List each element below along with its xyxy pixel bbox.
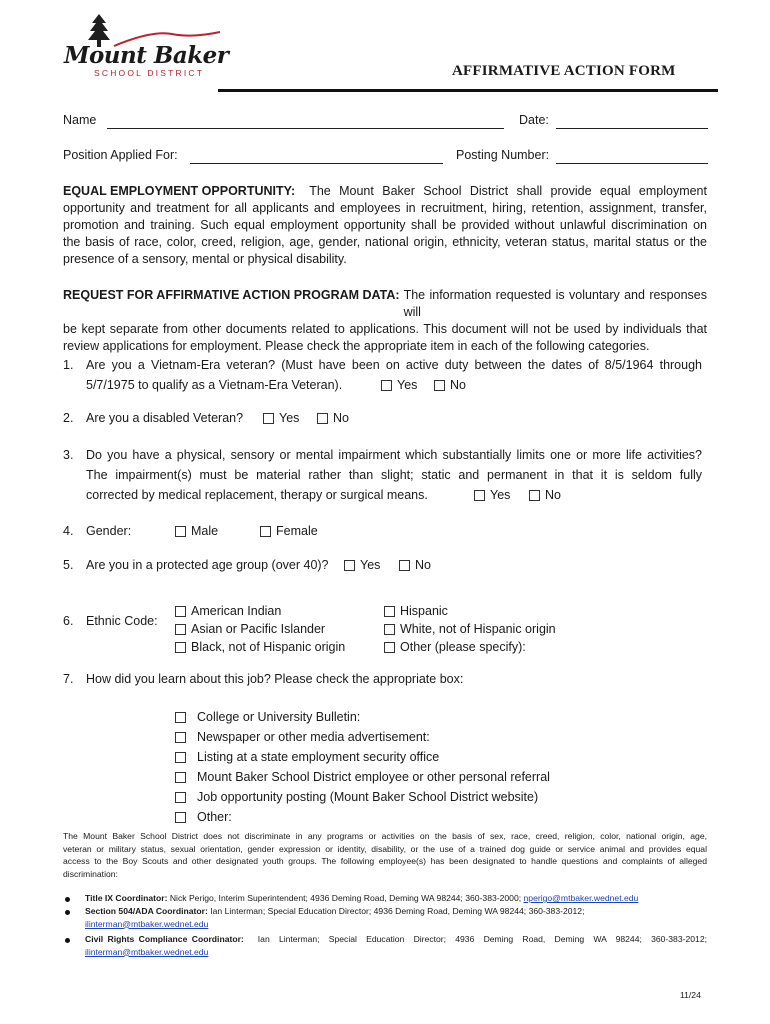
option-label: Mount Baker School District employee or other personal referral xyxy=(197,769,550,784)
section-504-coordinator xyxy=(85,905,707,930)
bullet-icon xyxy=(65,938,70,943)
eeo-line: opportunity and treatment for all applicants and employees in recruitment, hiring, retention, assignment, transfer, xyxy=(63,201,707,215)
posting-label: Posting Number: xyxy=(456,148,550,162)
checkbox[interactable] xyxy=(175,526,186,537)
option-label: Yes xyxy=(360,558,381,572)
coordinator-details: Ian Linterman; Special Education Director; 4936 Deming Road, Deming WA 98244; 360-383-2012; xyxy=(210,906,585,916)
option-label: No xyxy=(450,378,466,392)
option-label: Yes xyxy=(279,411,300,425)
ethnic-code-col2 xyxy=(384,603,556,656)
q2-yes-option[interactable] xyxy=(263,410,299,427)
checkbox[interactable] xyxy=(175,772,186,783)
option-label: Other: xyxy=(197,809,232,824)
request-line: review applications for employment. Please check the appropriate item in each of the following categories. xyxy=(63,339,650,353)
position-label: Position Applied For: xyxy=(63,148,178,162)
form-title: AFFIRMATIVE ACTION FORM xyxy=(452,63,676,79)
district-logo xyxy=(62,14,229,78)
checkbox[interactable] xyxy=(175,812,186,823)
eeo-heading: EQUAL EMPLOYMENT OPPORTUNITY: xyxy=(63,184,296,198)
q7-number: 7. xyxy=(63,672,74,686)
q1-no-option[interactable] xyxy=(434,377,466,394)
ethnic-code-col1 xyxy=(175,603,345,656)
q2-number: 2. xyxy=(63,411,74,425)
ethnic-option[interactable] xyxy=(175,639,345,656)
referral-option[interactable] xyxy=(175,747,550,767)
referral-option[interactable] xyxy=(175,767,550,787)
checkbox[interactable] xyxy=(175,642,186,653)
option-label: No xyxy=(415,558,431,572)
referral-option[interactable] xyxy=(175,707,550,727)
option-label: Female xyxy=(276,524,318,538)
q1-text-cont: 5/7/1975 to qualify as a Vietnam-Era Veteran). xyxy=(86,378,343,392)
eeo-line: The Mount Baker School District shall provide equal employment xyxy=(309,184,707,198)
q3-line: Do you have a physical, sensory or mental impairment which substantially limits one or more life activities? xyxy=(86,448,702,462)
referral-option[interactable] xyxy=(175,727,550,747)
ethnic-option[interactable] xyxy=(384,603,556,620)
q4-text: Gender: xyxy=(86,524,132,538)
option-label: Hispanic xyxy=(400,604,448,618)
checkbox[interactable] xyxy=(175,712,186,723)
bullet-icon xyxy=(65,910,70,915)
coordinator-email-link[interactable]: nperigo@mtbaker.wednet.edu xyxy=(523,893,639,903)
q7-options-list xyxy=(175,707,550,827)
page-number: 11/24 xyxy=(680,990,701,1000)
checkbox[interactable] xyxy=(317,413,328,424)
q5-yes-option[interactable] xyxy=(344,557,380,574)
checkbox[interactable] xyxy=(434,380,445,391)
checkbox[interactable] xyxy=(399,560,410,571)
q5-text: Are you in a protected age group (over 40)? xyxy=(86,558,329,572)
q3-number: 3. xyxy=(63,448,74,462)
ethnic-option[interactable] xyxy=(384,639,556,656)
coordinator-label: Civil Rights Compliance Coordinator: xyxy=(85,934,244,944)
request-line: be kept separate from other documents related to applications. This document will not be used by individuals that xyxy=(63,322,707,336)
option-label: Newspaper or other media advertisement: xyxy=(197,729,430,744)
option-label: Yes xyxy=(397,378,418,392)
checkbox[interactable] xyxy=(381,380,392,391)
posting-number-field[interactable] xyxy=(556,163,708,164)
option-label: Male xyxy=(191,524,219,538)
bullet-icon xyxy=(65,897,70,902)
coordinator-email-link[interactable]: ilinterman@mtbaker.wednet.edu xyxy=(85,946,209,957)
option-label: No xyxy=(545,488,561,502)
coordinator-details: Nick Perigo, Interim Superintendent; 4936 Deming Road, Deming WA 98244; 360-383-2000; xyxy=(169,893,522,903)
option-label: Other (please specify): xyxy=(400,640,526,654)
notice-line: veteran or military status, sexual orientation, gender expression or identity, disability, or the use of a trained dog guide or service animal and provides equal xyxy=(63,843,707,854)
option-label: Listing at a state employment security office xyxy=(197,749,440,764)
nondiscrimination-notice xyxy=(63,830,707,880)
q1-number: 1. xyxy=(63,358,74,372)
checkbox[interactable] xyxy=(384,606,395,617)
q4-male-option[interactable] xyxy=(175,523,218,540)
position-field[interactable] xyxy=(190,163,443,164)
q2-no-option[interactable] xyxy=(317,410,349,427)
q6-text: Ethnic Code: xyxy=(86,614,158,628)
notice-line: discrimination: xyxy=(63,868,118,879)
coordinator-details: Ian Linterman; Special Education Director; 4936 Deming Road, Deming WA 98244; 360-383-2012; xyxy=(257,934,707,944)
option-label: Black, not of Hispanic origin xyxy=(191,640,346,654)
option-label: Asian or Pacific Islander xyxy=(191,622,326,636)
coordinator-label: Title IX Coordinator: xyxy=(85,893,168,903)
checkbox[interactable] xyxy=(474,490,485,501)
ethnic-option[interactable] xyxy=(384,621,556,638)
q5-number: 5. xyxy=(63,558,74,572)
eeo-line: promotion and training. Such equal employment opportunity shall be provided without unlawful discrimination on xyxy=(63,218,707,232)
option-label: No xyxy=(333,411,349,425)
header-rule xyxy=(218,89,718,92)
checkbox[interactable] xyxy=(175,624,186,635)
checkbox[interactable] xyxy=(175,752,186,763)
option-label: American Indian xyxy=(191,604,282,618)
q3-line: The impairment(s) must be material rather than slight; static and permanent in that it is seldom fully xyxy=(86,468,702,482)
checkbox[interactable] xyxy=(529,490,540,501)
logo-wordmark: Mount Baker xyxy=(64,42,229,69)
checkbox[interactable] xyxy=(344,560,355,571)
referral-option[interactable] xyxy=(175,787,550,807)
referral-option[interactable] xyxy=(175,807,550,827)
q3-yes-option[interactable] xyxy=(474,487,510,504)
q1-text: Are you a Vietnam-Era veteran? (Must have been on active duty between the dates of 8/5/1964 through xyxy=(86,358,702,372)
coordinator-label: Section 504/ADA Coordinator: xyxy=(85,906,208,916)
option-label: White, not of Hispanic origin xyxy=(400,622,556,636)
option-label: Yes xyxy=(490,488,511,502)
date-label: Date: xyxy=(519,113,549,127)
option-label: College or University Bulletin: xyxy=(197,709,361,724)
eeo-paragraph xyxy=(63,183,707,268)
q5-no-option[interactable] xyxy=(399,557,431,574)
coordinator-email-link[interactable]: ilinterman@mtbaker.wednet.edu xyxy=(85,918,209,929)
ethnic-option[interactable] xyxy=(175,621,345,638)
q6-number: 6. xyxy=(63,614,74,628)
name-field[interactable] xyxy=(107,128,504,129)
checkbox[interactable] xyxy=(384,624,395,635)
title-ix-coordinator xyxy=(85,892,638,905)
eeo-line: the basis of race, color, creed, religion, age, gender, national origin, ethnicity, veteran status, marital status or the xyxy=(63,235,707,249)
checkbox[interactable] xyxy=(263,413,274,424)
checkbox[interactable] xyxy=(175,792,186,803)
civil-rights-coordinator xyxy=(85,933,707,958)
checkbox[interactable] xyxy=(384,642,395,653)
date-field[interactable] xyxy=(556,128,708,129)
q7-text: How did you learn about this job? Please check the appropriate box: xyxy=(86,672,464,686)
name-label: Name xyxy=(63,113,97,127)
q2-text: Are you a disabled Veteran? xyxy=(86,411,244,425)
q4-number: 4. xyxy=(63,524,74,538)
notice-line: The Mount Baker School District does not discriminate in any programs or activities on the basis of sex, race, creed, religion, color, national origin, age, xyxy=(63,831,707,841)
q1-yes-option[interactable] xyxy=(381,377,417,394)
q3-no-option[interactable] xyxy=(529,487,561,504)
checkbox[interactable] xyxy=(175,606,186,617)
checkbox[interactable] xyxy=(175,732,186,743)
q3-line: corrected by medical replacement, therapy or surgical means. xyxy=(86,488,428,502)
request-paragraph xyxy=(63,287,707,355)
request-line: The information requested is voluntary and responses will xyxy=(403,288,707,319)
notice-line: access to the Boy Scouts and other designated youth groups. The following employee(s) has been designated to handle questions and complaints of alleged xyxy=(63,856,707,867)
ethnic-option[interactable] xyxy=(175,603,345,620)
option-label: Job opportunity posting (Mount Baker School District website) xyxy=(197,789,539,804)
logo-subtitle: SCHOOL DISTRICT xyxy=(94,68,205,78)
eeo-line: presence of a sensory, mental or physical disability. xyxy=(63,252,347,266)
request-heading: REQUEST FOR AFFIRMATIVE ACTION PROGRAM DATA: xyxy=(63,288,400,302)
q3-text xyxy=(86,447,702,504)
q4-female-option[interactable] xyxy=(260,523,318,540)
checkbox[interactable] xyxy=(260,526,271,537)
